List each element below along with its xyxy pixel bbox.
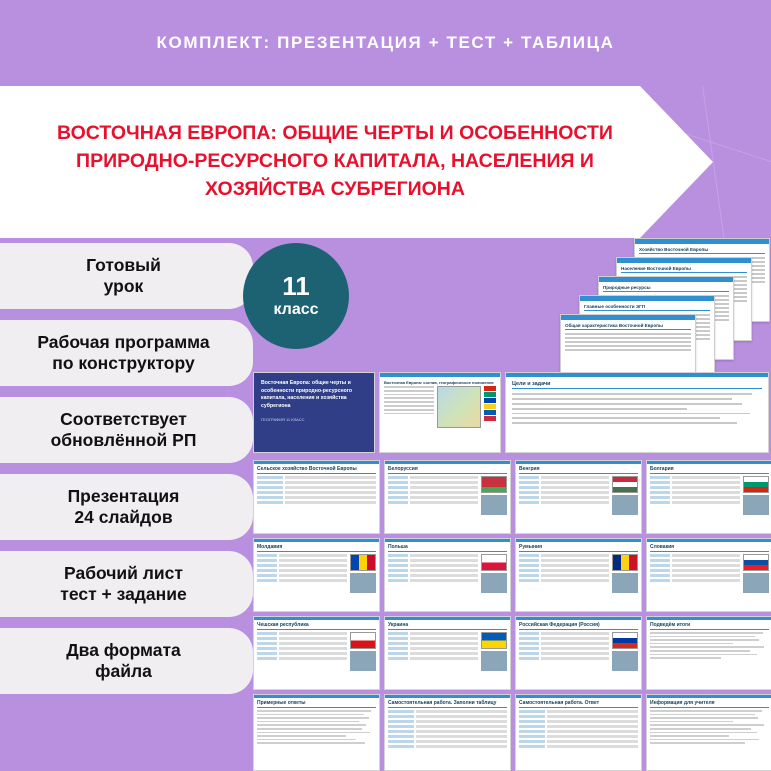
slide-content (254, 632, 379, 671)
slide-teacher-info (646, 694, 771, 771)
kit-header-label: КОМПЛЕКТ: ПРЕЗЕНТАЦИЯ + ТЕСТ + ТАБЛИЦА (156, 33, 615, 52)
class-badge (243, 243, 349, 349)
country-slide-2-title: Венгрия (519, 466, 540, 472)
country-photo (743, 573, 769, 593)
slide-table (388, 476, 478, 515)
slide-text-lines (647, 710, 771, 744)
country-slide-czech (253, 616, 380, 690)
slide-rule (603, 291, 729, 292)
feature-item-compliance (0, 397, 253, 463)
country-photo (612, 573, 638, 593)
feature-4-line1: Рабочий лист (64, 562, 183, 583)
feature-2-line1: Соответствует (60, 408, 187, 429)
featured-slide-title (253, 372, 375, 453)
country-slide-hungary (515, 460, 642, 534)
slide-table (519, 632, 609, 671)
flag-icon-poland (481, 554, 507, 571)
feature-0-line1: Готовый (86, 254, 161, 275)
slide-map-thumbnail (437, 386, 481, 428)
feature-3-line2: 24 слайдов (74, 507, 173, 527)
slide-rule (388, 707, 507, 708)
country-slide-moldova (253, 538, 380, 612)
flag-icon-czech (350, 632, 376, 649)
feature-3-line1: Презентация (67, 485, 180, 506)
feature-0-line2: урок (103, 276, 144, 296)
slide-content (385, 554, 510, 593)
slide-rule (388, 629, 507, 630)
featured-slide-title-text: Восточная Европа: общие черты и особенности природно-ресурсного капитала, населения и хозяйства субрегиона (261, 380, 353, 409)
slide-rule (519, 473, 638, 474)
country-photo (350, 651, 376, 671)
slide-rule (388, 473, 507, 474)
slide-content (516, 632, 641, 671)
flag-icon-slovakia (743, 554, 769, 571)
slide-rule (257, 629, 376, 630)
slide-table (388, 632, 478, 671)
slide-table (519, 710, 638, 750)
feature-item-work-program (0, 320, 253, 386)
stack-slide-3-title: Природные ресурсы (603, 285, 651, 290)
slide-table (257, 554, 347, 593)
slide-independent-work-table (384, 694, 511, 771)
feature-list (0, 243, 253, 705)
bottom-slide-1-title: Самостоятельная работа. Заполни таблицу (388, 700, 497, 706)
featured-slides-row (253, 372, 769, 455)
slide-content (516, 710, 641, 750)
slide-content (516, 554, 641, 593)
country-slide-7-title: Словакия (650, 544, 675, 550)
stack-slide-1 (560, 314, 696, 374)
slide-content (254, 554, 379, 593)
featured-slide-map (379, 372, 501, 453)
flag-icon-moldova (350, 554, 376, 571)
feature-5-line1: Два формата (66, 639, 181, 660)
country-photo (481, 651, 507, 671)
class-badge-label: класс (273, 301, 319, 319)
title-banner (0, 86, 713, 238)
stack-slide-4-title: Население Восточной Европы (621, 266, 691, 271)
country-slide-1-title: Белоруссия (388, 466, 418, 472)
flag-icon-belarus (481, 476, 507, 493)
slide-sample-answers (253, 694, 380, 771)
feature-item-formats (0, 628, 253, 694)
country-photo (612, 651, 638, 671)
country-slide-10-title: Российская Федерация (Россия) (519, 622, 600, 628)
slide-rule (565, 329, 691, 330)
slide-rule (257, 551, 376, 552)
banner-title (0, 86, 670, 238)
slide-table (257, 476, 376, 506)
slide-content (385, 710, 510, 750)
slide-content (380, 386, 500, 428)
slide-rule (519, 551, 638, 552)
slide-content (647, 554, 771, 593)
feature-item-worksheet (0, 551, 253, 617)
slide-rule (650, 473, 769, 474)
bottom-slide-3-title: Информация для учителя (650, 700, 715, 706)
slide-content (647, 476, 771, 515)
stack-slide-5-title: Хозяйство Восточной Европы (639, 247, 709, 252)
slide-rule (257, 707, 376, 708)
kit-header (0, 0, 771, 86)
country-slide-5-title: Польша (388, 544, 408, 550)
slide-rule (639, 253, 765, 254)
feature-item-presentation (0, 474, 253, 540)
slide-rule (388, 551, 507, 552)
bottom-slides-row (253, 694, 771, 771)
country-photo (481, 573, 507, 593)
country-photo (743, 495, 769, 515)
country-slide-ukraine (384, 616, 511, 690)
slide-flag-strip (484, 386, 496, 428)
slide-text-lines (384, 386, 434, 428)
featured-slide-goals-title: Цели и задачи (512, 381, 551, 387)
country-slide-poland (384, 538, 511, 612)
class-badge-number: 11 (282, 270, 310, 301)
banner-title-line2: ПРИРОДНО-РЕСУРСНОГО КАПИТАЛА, НАСЕЛЕНИЯ И (76, 150, 594, 173)
country-slide-8-title: Чешская республика (257, 622, 309, 628)
featured-slide-subtitle: ГЕОГРАФИЯ 11 КЛАСС (261, 417, 305, 423)
slide-independent-work-answer (515, 694, 642, 771)
country-photo (481, 495, 507, 515)
country-slide-9-title: Украина (388, 622, 409, 628)
flag-icon-bulgaria (743, 476, 769, 493)
slide-text-lines (506, 393, 768, 424)
flag-icon-ukraine (481, 632, 507, 649)
country-slide-0-title: Сельское хозяйство Восточной Европы (257, 466, 357, 472)
slide-text-lines (254, 710, 379, 744)
country-slide-slovakia (646, 538, 771, 612)
featured-slide-map-title: Восточная Европа: состав, географическое положение (384, 380, 494, 385)
country-photo (350, 573, 376, 593)
slide-rule (512, 388, 762, 389)
slide-rule (584, 310, 710, 311)
bottom-slide-2-title: Самостоятельная работа. Ответ (519, 700, 600, 706)
feature-5-line2: файла (95, 661, 152, 681)
slide-rule (650, 551, 769, 552)
country-slide-3-title: Болгария (650, 466, 674, 472)
slide-rule (519, 707, 638, 708)
slide-table (650, 554, 740, 593)
slide-table (388, 554, 478, 593)
slide-content (385, 632, 510, 671)
slide-rule (650, 707, 769, 708)
country-slide-belarus (384, 460, 511, 534)
country-slide-11-title: Подведём итоги (650, 622, 691, 628)
feature-1-line2: по конструктору (52, 353, 195, 373)
flag-icon-romania (612, 554, 638, 571)
banner-title-line3: ХОЗЯЙСТВА СУБРЕГИОНА (205, 177, 465, 200)
slide-lines (561, 333, 695, 351)
feature-item-ready-lesson (0, 243, 253, 309)
country-slide-russia (515, 616, 642, 690)
flag-icon-hungary (612, 476, 638, 493)
slide-content (254, 476, 379, 506)
slide-table (257, 632, 347, 671)
flag-icon-russia (612, 632, 638, 649)
country-slides-grid (253, 460, 771, 690)
country-photo (612, 495, 638, 515)
slide-stack (560, 238, 770, 378)
stack-slide-2-title: Главные особенности ЭГП (584, 304, 646, 309)
feature-4-line2: тест + задание (60, 584, 187, 604)
slide-text-lines (647, 632, 771, 659)
featured-slide-goals (505, 372, 769, 453)
slide-content (516, 476, 641, 515)
banner-title-line1: ВОСТОЧНАЯ ЕВРОПА: ОБЩИЕ ЧЕРТЫ И ОСОБЕННОСТИ (57, 122, 613, 145)
slide-table (519, 476, 609, 515)
country-slide-4-title: Молдавия (257, 544, 283, 550)
country-slide-agriculture (253, 460, 380, 534)
feature-1-line1: Рабочая программа (37, 331, 210, 352)
slide-summary (646, 616, 771, 690)
stack-slide-1-title: Общая характеристика Восточной Европы (565, 323, 663, 328)
slide-table (650, 476, 740, 515)
slide-rule (519, 629, 638, 630)
slide-rule (257, 473, 376, 474)
slide-rule (621, 272, 747, 273)
slide-table (388, 710, 507, 750)
country-slide-bulgaria (646, 460, 771, 534)
country-slide-6-title: Румыния (519, 544, 543, 550)
slide-table (519, 554, 609, 593)
slide-content (385, 476, 510, 515)
bottom-slide-0-title: Примерные ответы (257, 700, 306, 706)
feature-2-line2: обновлённой РП (50, 430, 197, 450)
country-slide-romania (515, 538, 642, 612)
slide-rule (650, 629, 769, 630)
